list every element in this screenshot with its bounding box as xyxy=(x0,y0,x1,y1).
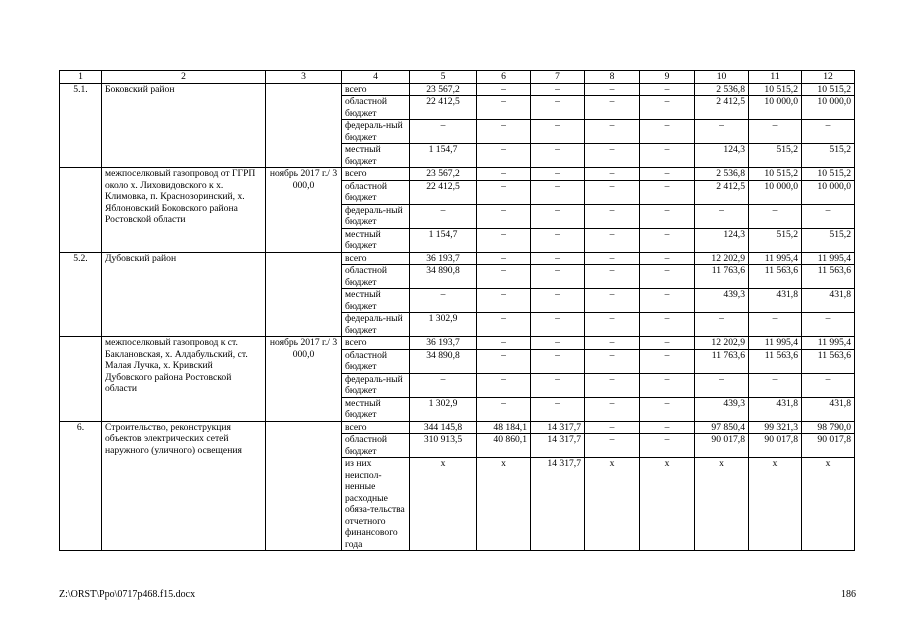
value-cell: – xyxy=(477,120,531,144)
value-cell: – xyxy=(531,168,585,181)
value-cell: 36 193,7 xyxy=(410,337,477,350)
value-cell: 10 000,0 xyxy=(749,180,802,204)
funding-source-label: из них неиспол-ненные расходные обяза-тельства отчетного финансового года xyxy=(342,458,410,551)
value-cell: – xyxy=(640,313,695,337)
value-cell: 515,2 xyxy=(802,144,855,168)
value-cell: 11 995,4 xyxy=(802,337,855,350)
value-cell: 439,3 xyxy=(695,397,749,421)
value-cell: – xyxy=(531,252,585,265)
value-cell: – xyxy=(695,313,749,337)
value-cell: 431,8 xyxy=(749,397,802,421)
column-number-row xyxy=(60,71,855,84)
funding-source-label: всего xyxy=(342,168,410,181)
value-cell: 40 860,1 xyxy=(477,434,531,458)
funding-source-label: федераль-ный бюджет xyxy=(342,204,410,228)
value-cell: – xyxy=(585,397,640,421)
item-name: Строительство, реконструкция объектов электрических сетей наружного (уличного) освещения xyxy=(102,421,266,551)
value-cell: 98 790,0 xyxy=(802,421,855,434)
value-cell: 1 154,7 xyxy=(410,228,477,252)
item-name: межпоселковый газопровод к ст. Баклановская, х. Алдабульский, ст. Малая Лучка, х. Кривский Дубовского района Ростовской области xyxy=(102,337,266,422)
value-cell: – xyxy=(640,204,695,228)
value-cell: 310 913,5 xyxy=(410,434,477,458)
value-cell: 34 890,8 xyxy=(410,349,477,373)
value-cell: – xyxy=(477,83,531,96)
column-number: 4 xyxy=(342,71,410,84)
value-cell: 48 184,1 xyxy=(477,421,531,434)
column-number: 8 xyxy=(585,71,640,84)
column-number: 3 xyxy=(266,71,342,84)
value-cell: x xyxy=(477,458,531,551)
value-cell: – xyxy=(640,421,695,434)
value-cell: – xyxy=(531,204,585,228)
value-cell: – xyxy=(531,349,585,373)
value-cell: – xyxy=(585,96,640,120)
value-cell: 12 202,9 xyxy=(695,337,749,350)
item-name: Боковский район xyxy=(102,83,266,168)
value-cell: – xyxy=(477,252,531,265)
column-number: 1 xyxy=(60,71,102,84)
funding-source-label: федераль-ный бюджет xyxy=(342,120,410,144)
value-cell: x xyxy=(585,458,640,551)
funding-source-label: всего xyxy=(342,337,410,350)
value-cell: – xyxy=(477,204,531,228)
value-cell: – xyxy=(640,144,695,168)
column-number: 11 xyxy=(749,71,802,84)
value-cell: – xyxy=(477,96,531,120)
value-cell: – xyxy=(585,337,640,350)
value-cell: – xyxy=(749,204,802,228)
value-cell: x xyxy=(695,458,749,551)
value-cell: – xyxy=(531,180,585,204)
value-cell: – xyxy=(477,228,531,252)
value-cell: – xyxy=(640,397,695,421)
value-cell: – xyxy=(531,96,585,120)
value-cell: – xyxy=(531,313,585,337)
item-period: ноябрь 2017 г./ 3 000,0 xyxy=(266,168,342,253)
value-cell: – xyxy=(531,120,585,144)
value-cell: – xyxy=(477,337,531,350)
value-cell: – xyxy=(585,313,640,337)
value-cell: – xyxy=(585,144,640,168)
value-cell: 431,8 xyxy=(749,289,802,313)
table-row xyxy=(60,421,855,434)
value-cell: 23 567,2 xyxy=(410,168,477,181)
value-cell: – xyxy=(410,289,477,313)
value-cell: 10 515,2 xyxy=(749,168,802,181)
funding-source-label: всего xyxy=(342,421,410,434)
funding-source-label: всего xyxy=(342,252,410,265)
value-cell: – xyxy=(640,373,695,397)
file-path: Z:\ORST\Ppo\0717p468.f15.docx xyxy=(59,589,196,600)
funding-source-label: областной бюджет xyxy=(342,349,410,373)
value-cell: – xyxy=(640,180,695,204)
value-cell: 431,8 xyxy=(802,289,855,313)
value-cell: – xyxy=(585,252,640,265)
table-row xyxy=(60,83,855,96)
value-cell: – xyxy=(585,289,640,313)
funding-source-label: местный бюджет xyxy=(342,289,410,313)
value-cell: 1 302,9 xyxy=(410,397,477,421)
value-cell: 11 995,4 xyxy=(802,252,855,265)
value-cell: – xyxy=(749,120,802,144)
value-cell: – xyxy=(531,228,585,252)
value-cell: – xyxy=(531,83,585,96)
value-cell: – xyxy=(640,120,695,144)
value-cell: – xyxy=(410,120,477,144)
value-cell: x xyxy=(749,458,802,551)
funding-source-label: всего xyxy=(342,83,410,96)
value-cell: 10 000,0 xyxy=(802,180,855,204)
item-period: ноябрь 2017 г./ 3 000,0 xyxy=(266,337,342,422)
value-cell: 10 000,0 xyxy=(749,96,802,120)
value-cell: – xyxy=(531,265,585,289)
value-cell: 515,2 xyxy=(749,144,802,168)
item-number: 6. xyxy=(60,421,102,551)
value-cell: 90 017,8 xyxy=(749,434,802,458)
table-row xyxy=(60,252,855,265)
value-cell: 12 202,9 xyxy=(695,252,749,265)
value-cell: – xyxy=(410,204,477,228)
value-cell: – xyxy=(585,180,640,204)
value-cell: 23 567,2 xyxy=(410,83,477,96)
value-cell: – xyxy=(585,168,640,181)
funding-source-label: областной бюджет xyxy=(342,180,410,204)
table-row xyxy=(60,337,855,350)
item-number: 5.1. xyxy=(60,83,102,168)
value-cell: – xyxy=(640,96,695,120)
value-cell: 14 317,7 xyxy=(531,458,585,551)
column-number: 2 xyxy=(102,71,266,84)
value-cell: – xyxy=(695,120,749,144)
item-period xyxy=(266,421,342,551)
item-period xyxy=(266,252,342,337)
value-cell: 124,3 xyxy=(695,144,749,168)
value-cell: – xyxy=(640,228,695,252)
funding-source-label: областной бюджет xyxy=(342,434,410,458)
value-cell: – xyxy=(477,144,531,168)
funding-source-label: областной бюджет xyxy=(342,265,410,289)
funding-source-label: областной бюджет xyxy=(342,96,410,120)
value-cell: – xyxy=(640,168,695,181)
value-cell: 11 763,6 xyxy=(695,349,749,373)
funding-source-label: местный бюджет xyxy=(342,144,410,168)
item-period xyxy=(266,83,342,168)
value-cell: – xyxy=(640,337,695,350)
value-cell: – xyxy=(585,83,640,96)
value-cell: – xyxy=(695,373,749,397)
value-cell: 90 017,8 xyxy=(695,434,749,458)
value-cell: – xyxy=(640,252,695,265)
column-number: 7 xyxy=(531,71,585,84)
value-cell: – xyxy=(802,373,855,397)
column-number: 10 xyxy=(695,71,749,84)
value-cell: 11 563,6 xyxy=(802,265,855,289)
value-cell: – xyxy=(802,120,855,144)
column-number: 6 xyxy=(477,71,531,84)
value-cell: 2 412,5 xyxy=(695,180,749,204)
value-cell: – xyxy=(531,289,585,313)
column-number: 5 xyxy=(410,71,477,84)
value-cell: – xyxy=(477,168,531,181)
value-cell: 10 515,2 xyxy=(802,83,855,96)
value-cell: – xyxy=(585,421,640,434)
value-cell: – xyxy=(695,204,749,228)
value-cell: 439,3 xyxy=(695,289,749,313)
value-cell: 22 412,5 xyxy=(410,96,477,120)
value-cell: – xyxy=(640,349,695,373)
value-cell: 515,2 xyxy=(749,228,802,252)
value-cell: x xyxy=(802,458,855,551)
value-cell: – xyxy=(531,337,585,350)
value-cell: – xyxy=(531,397,585,421)
funding-source-label: федераль-ный бюджет xyxy=(342,313,410,337)
value-cell: x xyxy=(640,458,695,551)
value-cell: 22 412,5 xyxy=(410,180,477,204)
value-cell: – xyxy=(640,434,695,458)
value-cell: – xyxy=(477,313,531,337)
value-cell: – xyxy=(585,349,640,373)
value-cell: 1 154,7 xyxy=(410,144,477,168)
funding-source-label: федераль-ный бюджет xyxy=(342,373,410,397)
item-number: 5.2. xyxy=(60,252,102,337)
value-cell: 99 321,3 xyxy=(749,421,802,434)
value-cell: x xyxy=(410,458,477,551)
budget-table xyxy=(59,70,855,551)
value-cell: – xyxy=(531,144,585,168)
value-cell: 36 193,7 xyxy=(410,252,477,265)
value-cell: 11 563,6 xyxy=(802,349,855,373)
value-cell: 431,8 xyxy=(802,397,855,421)
value-cell: 2 536,8 xyxy=(695,83,749,96)
column-number: 9 xyxy=(640,71,695,84)
item-number xyxy=(60,337,102,422)
value-cell: 11 995,4 xyxy=(749,252,802,265)
value-cell: 14 317,7 xyxy=(531,421,585,434)
value-cell: 10 000,0 xyxy=(802,96,855,120)
value-cell: – xyxy=(585,228,640,252)
value-cell: – xyxy=(585,434,640,458)
value-cell: 124,3 xyxy=(695,228,749,252)
value-cell: – xyxy=(585,373,640,397)
value-cell: – xyxy=(640,83,695,96)
value-cell: – xyxy=(640,265,695,289)
value-cell: – xyxy=(749,373,802,397)
table-body xyxy=(60,71,855,551)
value-cell: 11 563,6 xyxy=(749,265,802,289)
funding-source-label: местный бюджет xyxy=(342,397,410,421)
value-cell: 14 317,7 xyxy=(531,434,585,458)
value-cell: – xyxy=(640,289,695,313)
value-cell: 515,2 xyxy=(802,228,855,252)
value-cell: – xyxy=(531,373,585,397)
value-cell: – xyxy=(802,204,855,228)
item-name: межпоселковый газопровод от ГГРП около х. Лиховидовского к х. Климовка, п. Краснозоринский, х. Яблоновский Боковского района Ростовской области xyxy=(102,168,266,253)
value-cell: 2 536,8 xyxy=(695,168,749,181)
value-cell: 11 563,6 xyxy=(749,349,802,373)
funding-source-label: местный бюджет xyxy=(342,228,410,252)
page-number: 186 xyxy=(841,589,856,600)
value-cell: 11 763,6 xyxy=(695,265,749,289)
value-cell: – xyxy=(477,373,531,397)
value-cell: – xyxy=(410,373,477,397)
value-cell: 10 515,2 xyxy=(802,168,855,181)
table-row xyxy=(60,168,855,181)
value-cell: – xyxy=(585,120,640,144)
value-cell: – xyxy=(477,265,531,289)
value-cell: 97 850,4 xyxy=(695,421,749,434)
value-cell: – xyxy=(477,289,531,313)
value-cell: – xyxy=(749,313,802,337)
value-cell: – xyxy=(585,204,640,228)
item-name: Дубовский район xyxy=(102,252,266,337)
value-cell: – xyxy=(802,313,855,337)
value-cell: 11 995,4 xyxy=(749,337,802,350)
value-cell: 90 017,8 xyxy=(802,434,855,458)
value-cell: – xyxy=(477,397,531,421)
value-cell: 34 890,8 xyxy=(410,265,477,289)
column-number: 12 xyxy=(802,71,855,84)
value-cell: – xyxy=(477,349,531,373)
value-cell: 1 302,9 xyxy=(410,313,477,337)
item-number xyxy=(60,168,102,253)
value-cell: 2 412,5 xyxy=(695,96,749,120)
value-cell: 10 515,2 xyxy=(749,83,802,96)
value-cell: – xyxy=(585,265,640,289)
value-cell: – xyxy=(477,180,531,204)
value-cell: 344 145,8 xyxy=(410,421,477,434)
